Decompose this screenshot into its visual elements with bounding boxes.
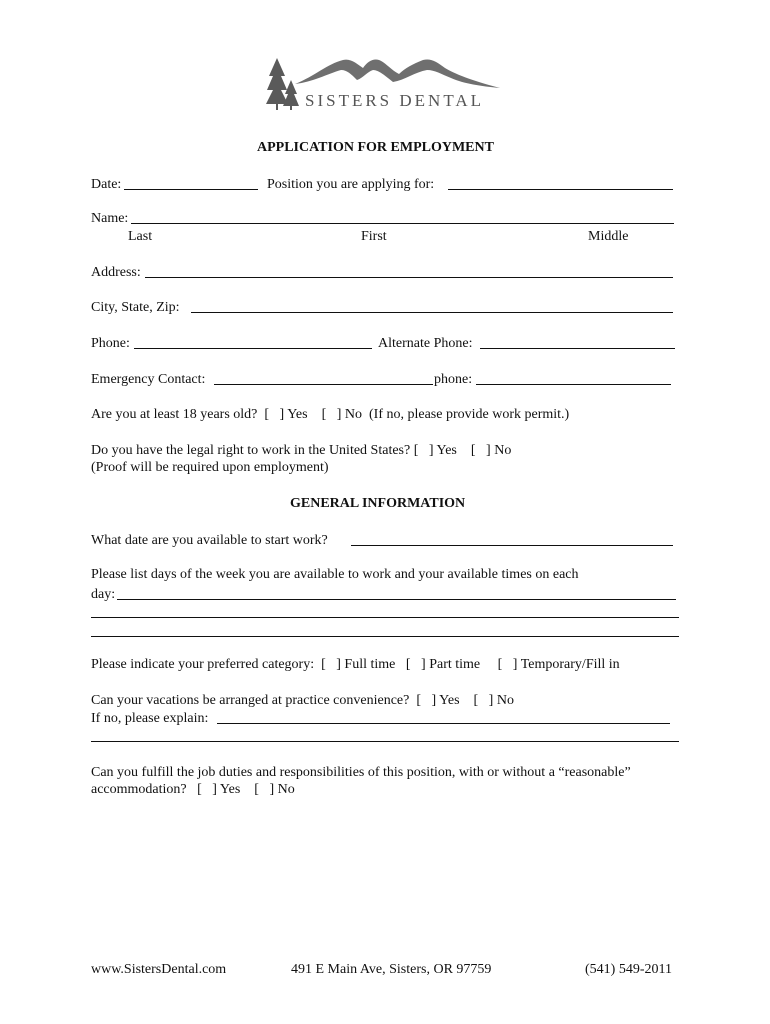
duties-question-line1: Can you fulfill the job duties and responsibilities of this position, with or without a “reasonable”: [91, 765, 631, 780]
days-question-line1: Please list days of the week you are available to work and your available times on each: [91, 567, 579, 582]
emergency-contact-label: Emergency Contact:: [91, 372, 206, 387]
name-last-label: Last: [128, 229, 153, 244]
tree-icon: [266, 58, 299, 110]
mountain-icon: [295, 59, 500, 88]
days-field-3[interactable]: [91, 636, 679, 637]
name-field[interactable]: [131, 223, 674, 224]
start-date-question: What date are you available to start work?: [91, 533, 328, 548]
explain-label: If no, please explain:: [91, 711, 209, 726]
duties-question-line2: accommodation? [ ] Yes [ ] No: [91, 782, 295, 797]
name-middle-label: Middle: [588, 229, 629, 244]
address-field[interactable]: [145, 277, 673, 278]
explain-field-2[interactable]: [91, 741, 679, 742]
days-question-line2: day:: [91, 587, 116, 602]
vacations-question: Can your vacations be arranged at practice convenience? [ ] Yes [ ] No: [91, 693, 514, 708]
start-date-field[interactable]: [351, 545, 673, 546]
legal-right-note: (Proof will be required upon employment): [91, 460, 329, 475]
position-field[interactable]: [448, 189, 673, 190]
logo-wordmark: SISTERS DENTAL: [305, 91, 485, 110]
date-field[interactable]: [124, 189, 258, 190]
general-info-heading: GENERAL INFORMATION: [290, 496, 466, 511]
city-state-zip-label: City, State, Zip:: [91, 300, 180, 315]
alternate-phone-label: Alternate Phone:: [378, 336, 473, 351]
address-label: Address:: [91, 265, 141, 280]
city-state-zip-field[interactable]: [191, 312, 673, 313]
name-label: Name:: [91, 211, 129, 226]
position-label: Position you are applying for:: [267, 177, 435, 192]
explain-field-1[interactable]: [217, 723, 670, 724]
days-field-1[interactable]: [117, 599, 676, 600]
emergency-contact-field[interactable]: [214, 384, 433, 385]
legal-right-question: Do you have the legal right to work in the United States? [ ] Yes [ ] No: [91, 443, 512, 458]
category-question: Please indicate your preferred category: [ ] Full time [ ] Part time [ ] Temporary/Fill in: [91, 657, 620, 672]
date-label: Date:: [91, 177, 122, 192]
alternate-phone-field[interactable]: [480, 348, 675, 349]
emergency-phone-label: phone:: [434, 372, 473, 387]
footer-website: www.SistersDental.com: [91, 962, 227, 977]
days-field-2[interactable]: [91, 617, 679, 618]
phone-field[interactable]: [134, 348, 372, 349]
name-first-label: First: [361, 229, 387, 244]
emergency-phone-field[interactable]: [476, 384, 671, 385]
footer-address: 491 E Main Ave, Sisters, OR 97759: [291, 962, 492, 977]
phone-label: Phone:: [91, 336, 130, 351]
footer-phone: (541) 549-2011: [585, 962, 672, 977]
page-title: APPLICATION FOR EMPLOYMENT: [257, 140, 494, 155]
age-question: Are you at least 18 years old? [ ] Yes [ ] No (If no, please provide work permit.): [91, 407, 570, 422]
